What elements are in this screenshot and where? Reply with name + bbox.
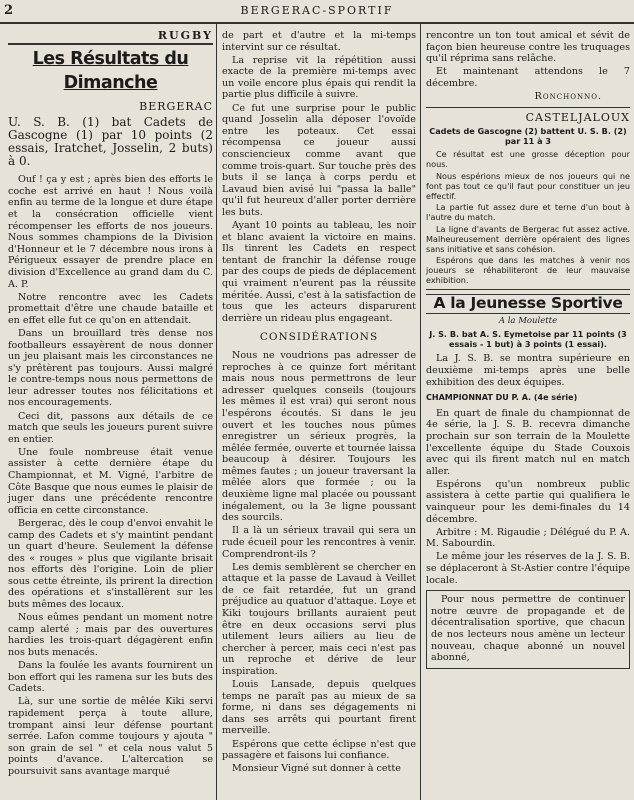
paragraph: Ayant 10 points au tableau, les noir et blanc avaient la victoire en mains. Ils tinrent les Cadets en respect tentant de franchir la défense rouge par des coups de pieds de déplacement qui vraiment n'eurent pas la réussite méritée. Aussi, c'est à la satisfaction de tous que les acteurs disparurent derrière un rideau plus engageant.: [222, 220, 416, 324]
paragraph: Nous eûmes pendant un moment notre camp alerté ; mais par des ouvertures hardies les trois-quart dégagèrent enfin nos buts menacés.: [8, 612, 213, 658]
column-3: [426, 30, 630, 798]
paragraph: Ce résultat est une grosse déception pour nous.: [426, 149, 630, 170]
divider: [426, 313, 630, 314]
notice-text: Pour nous permettre de continuer notre œuvre de propagande et de décentralisation sportive, que chacun de nos lecteurs nous amène un lecteur nouveau, chaque abonné un nouvel abonné,: [431, 594, 625, 664]
page-number: 2: [4, 3, 14, 18]
paragraph: Là, sur une sortie de mêlée Kiki servi rapidement perça à toute allure, trompant ainsi leur défense pourtant serrée. Lafon comme toujours y ajouta " son grain de sel " et cela nous valut 5 points d'avance. L'altercation se poursuivit sans avantage marqué: [8, 696, 213, 777]
paragraph: Le même jour les réserves de la J. S. B. se déplaceront à St-Astier contre l'équipe locale.: [426, 551, 630, 586]
article-title: Les Résultats du Dimanche: [32, 48, 189, 93]
paragraph: Et maintenant attendons le 7 décembre.: [426, 66, 630, 89]
paragraph: Ce fut une surprise pour le public quand Josselin alla déposer l'ovoïde entre les poteaux. Cet essai récompensa ce joueur aussi consciencieux comme avant que comme trois-quart. Sur touche près des buts il se lança à corps perdu et Lavaud bien avisé lui "passa la balle" qu'il fut heureux d'aller porter derrière les buts.: [222, 102, 416, 218]
signature: Ronchonno.: [534, 90, 602, 102]
column-1: [8, 30, 213, 798]
page-header: [0, 0, 634, 24]
paragraph: La J. S. B. se montra supérieure en deuxième mi-temps après une belle exhibition des deux équipes.: [426, 353, 630, 388]
paragraph: Il a là un sérieux travail qui sera un rude écueil pour les rencontres à venir. Comprendront-ils ?: [222, 525, 416, 560]
match-result: U. S. B. (1) bat Cadets de Gascogne (1) par 10 points (2 essais, Iratchet, Josselin, 2 buts) à 0.: [8, 115, 213, 169]
notice-box: [426, 590, 630, 669]
paragraph: La ligne d'avants de Bergerac fut assez active. Malheureusement derrière opéraient des lignes sans initiative et sans cohésion.: [426, 223, 630, 254]
paragraph: Les demis semblèrent se chercher en attaque et la passe de Lavaud à Veillet de ce fait retardée, fut un grand préjudice au quatuor d'attaque. Loye et Kiki toujours brillants auraient peut être en deux occasions servi plus utilement leurs ailiers au lieu de chercher à percer, mais ceci n'est pas un reproche et dérive de leur inspiration.: [222, 561, 416, 677]
paragraph: Ouf ! ça y est ; après bien des efforts le coche est arrivé en haut ! Nous voilà enfin au terme de la longue et dure étape et la consécration officielle vient récompenser les efforts de nos joueurs. Nous sommes champions de la Division d'Honneur et le 7 décembre nous irons à Périgueux essayer de prendre place en division d'Excellence au grand dam du C. A. P.: [8, 174, 213, 290]
paragraph: Une foule nombreuse était venue assister à cette dernière étape du Championnat, et M. Vigné, l'arbitre de Côte Basque que nous eumes le plaisir de juger dans une précédente rencontre officia en cette circonstance.: [8, 446, 213, 516]
paragraph: Monsieur Vigné sut donner à cette: [232, 763, 401, 775]
place-heading: CASTELJALOUX: [525, 110, 630, 124]
subsection-label: A la Moulette: [498, 315, 558, 326]
paragraph: Nous espérions mieux de nos joueurs qui ne font pas tout ce qu'il faut pour constituer un jeu effectif.: [426, 170, 630, 201]
place-heading: BERGERAC: [139, 99, 213, 113]
paragraph: Espérons que dans les matches à venir nos joueurs se réhabiliteront de leur mauvaise exhibition.: [426, 255, 630, 286]
newspaper-title: BERGERAC-SPORTIF: [240, 4, 394, 17]
paragraph: En quart de finale du championnat de 4e série, la J. S. B. recevra dimanche prochain sur son terrain de la Moulette l'excellente équipe du Stade Couxois avec qui ils firent match nul en match aller.: [426, 407, 630, 477]
paragraph: Nous ne voudrions pas adresser de reproches à ce quinze fort méritant mais nous nous permettrons de leur adresser quelques conseils (toujours les mêmes il est vrai) qui seront nous l'espérons écoutés. Si dans le jeu ouvert et les touches nous pûmes enregistrer un sérieux progrès, la mêlée fermée, ouverte et tournée laissa beaucoup à désirer. Toujours les mêmes fautes ; un joueur traversant la mêlée alors que formée ; ou la deuxième ligne mal placée ou poussant inégalement, ou la 3e ligne poussant des sourcils.: [222, 349, 416, 524]
paragraph: La reprise vit la répétition aussi exacte de la première mi-temps avec un voile encore plus épais qui rendit la partie plus difficile à suivre.: [222, 54, 416, 101]
section-label: RUGBY: [8, 30, 213, 45]
section-title: A la Jeunesse Sportive: [433, 294, 623, 313]
paragraph: rencontre un ton tout amical et sévit de façon bien heureuse contre les truquages qu'il réprima sans relâche.: [426, 30, 630, 65]
match-result: J. S. B. bat A. S. Eymetoise par 11 points (3 essais - 1 but) à 3 points (1 essai).: [429, 329, 627, 350]
paragraph: La partie fut assez dure et terne d'un bout à l'autre du match.: [426, 202, 630, 223]
divider: [426, 107, 630, 108]
divider: [426, 289, 630, 290]
paragraph: Dans un brouillard très dense nos footballeurs essayèrent de nous donner un jeu plaisant mais les circonstances ne s'y prêtèrent pas toujours. Aussi malgré le contre-temps nous nous permettons de leur adresser toutes nos félicitations et nos encouragements.: [8, 327, 213, 409]
paragraph: Ceci dit, passons aux détails de ce match que seuls les joueurs purent suivre en entier.: [8, 410, 213, 445]
paragraph: Espérons qu'un nombreux public assistera à cette partie qui qualifiera le vainqueur pour les demi-finales du 14 décembre.: [426, 478, 630, 525]
paragraph: Bergerac, dès le coup d'envoi envahit le camp des Cadets et s'y maintint pendant un quart d'heure. Seulement la défense des « rouges » plus que vigilante brisait nos efforts dès l'origine. Loin de plier sous cette étreinte, ils prirent la direction des opérations et s'installèrent sur les buts mêmes des locaux.: [8, 517, 213, 611]
championship-heading: CHAMPIONNAT DU P. A. (4e série): [426, 393, 578, 403]
section-heading: CONSIDÉRATIONS: [259, 331, 379, 344]
paragraph: Notre rencontre avec les Cadets promettait d'être une chaude bataille et en effet elle fut ce qu'on en attendait.: [8, 291, 213, 326]
column-2: [222, 30, 416, 798]
match-result: Cadets de Gascogne (2) battent U. S. B. (2) par 11 à 3: [429, 126, 627, 147]
paragraph: Dans la foulée les avants fournirent un bon effort qui les ramena sur les buts des Cadets.: [8, 660, 213, 695]
paragraph: Arbitre : M. Rigaudie ; Délégué du P. A. M. Sabourdin.: [426, 526, 630, 550]
paragraph: Louis Lansade, depuis quelques temps ne paraît pas au mieux de sa forme, ni dans ses dégagements ni dans ses arrêts qui pourtant firent merveille.: [222, 679, 416, 737]
paragraph: Espérons que cette éclipse n'est que passagère et faisons lui confiance.: [222, 738, 416, 762]
paragraph: de part et d'autre et la mi-temps intervint sur ce résultat.: [222, 30, 416, 53]
column-divider: [216, 24, 217, 800]
column-divider: [420, 24, 421, 800]
